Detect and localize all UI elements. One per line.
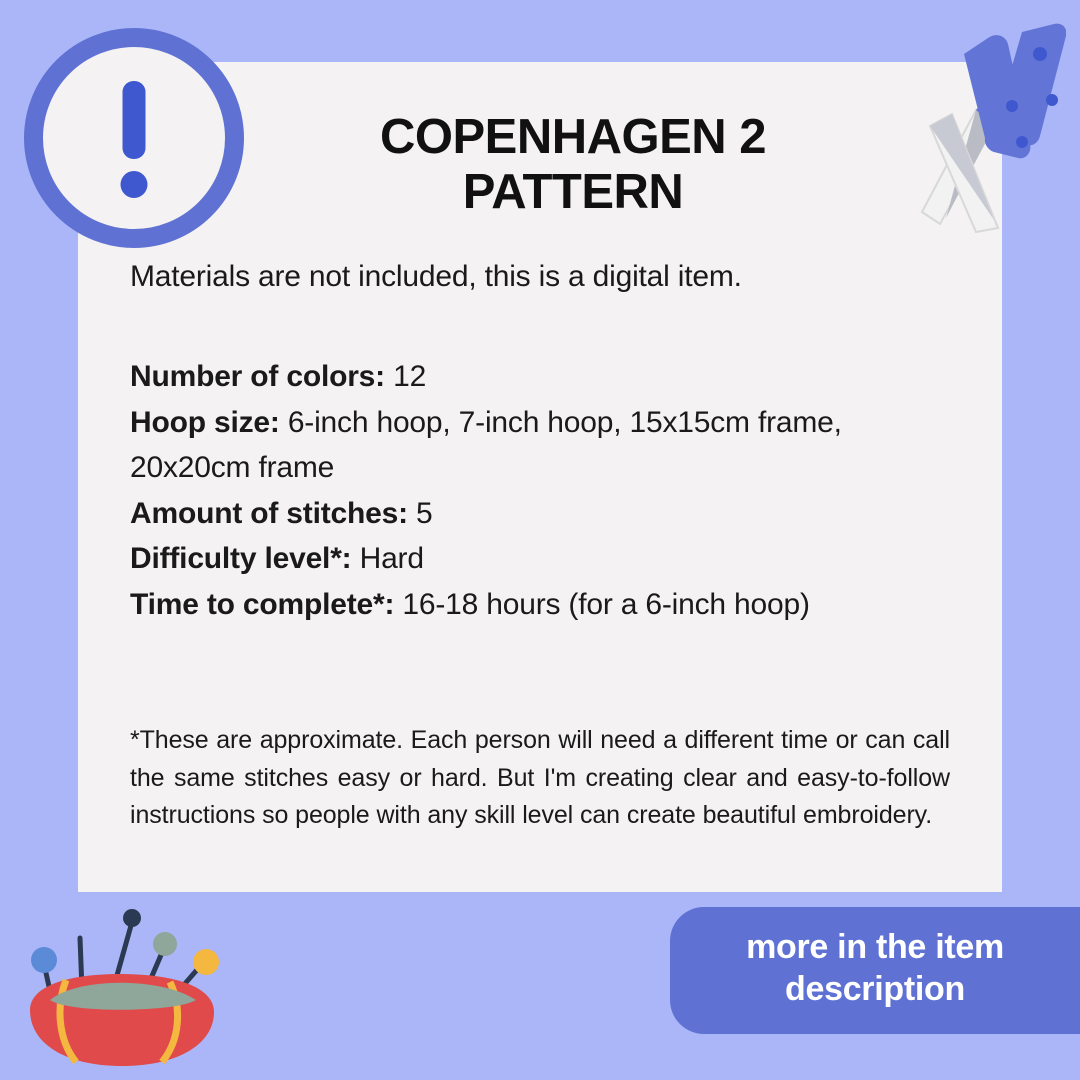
spec-label: Time to complete*: bbox=[130, 587, 395, 621]
spec-value: Hard bbox=[359, 542, 424, 576]
spec-row-hoop-size bbox=[130, 400, 960, 491]
spec-value: 12 bbox=[393, 360, 427, 393]
spec-label: Number of colors: bbox=[130, 360, 385, 393]
page-title: COPENHAGEN 2 PATTERN bbox=[379, 110, 767, 219]
spec-value: 16-18 hours (for a 6-inch hoop) bbox=[402, 587, 810, 621]
spec-row-time bbox=[130, 582, 960, 628]
spec-row-stitches bbox=[130, 491, 960, 537]
more-in-description-button[interactable]: more in the item description bbox=[670, 907, 1080, 1034]
subtitle-text: Materials are not included, this is a digital item. bbox=[130, 260, 742, 293]
spec-label: Difficulty level*: bbox=[130, 542, 352, 576]
exclamation-stem bbox=[123, 81, 146, 159]
spec-row-colors bbox=[130, 354, 960, 400]
spec-row-difficulty bbox=[130, 536, 960, 582]
exclamation-dot bbox=[121, 171, 148, 198]
spec-label: Amount of stitches: bbox=[130, 496, 408, 530]
spec-value: 6-inch hoop, 7-inch hoop, 15x15cm frame, 20x20cm frame bbox=[130, 405, 842, 485]
disclaimer-text: *These are approximate. Each person will need a different time or can call the same stitches easy or hard. But I'm creating clear and easy-to-follow instructions so people with any skill level can create beautiful embroidery. bbox=[130, 726, 950, 829]
exclamation-mark-icon bbox=[24, 28, 244, 248]
specs-list bbox=[130, 354, 960, 628]
pincushion-icon bbox=[10, 882, 250, 1072]
thread-snips-icon bbox=[826, 14, 1066, 254]
spec-value: 5 bbox=[416, 496, 433, 530]
spec-label: Hoop size: bbox=[130, 405, 280, 439]
